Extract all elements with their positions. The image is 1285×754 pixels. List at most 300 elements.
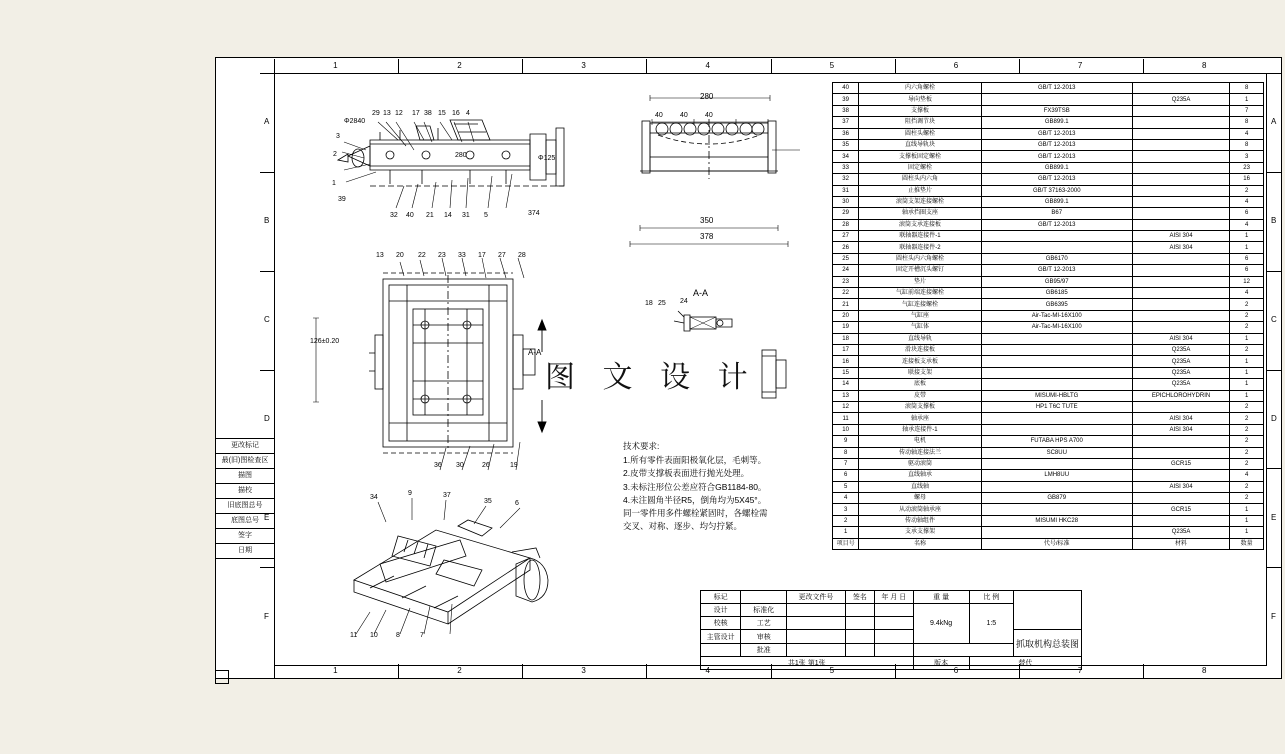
- bom-cell-num: 7: [833, 458, 859, 469]
- bom-cell-mat: [1132, 401, 1229, 412]
- bom-cell-name: 气缸前端连接螺栓: [859, 288, 981, 299]
- tb-part-name: 抓取机构总装图: [1013, 630, 1081, 656]
- bom-row: [833, 208, 1264, 219]
- bom-cell-code: [981, 242, 1132, 253]
- balloon-number: 23: [438, 252, 446, 259]
- bom-cell-qty: 1: [1230, 504, 1264, 515]
- bom-cell-num: 16: [833, 356, 859, 367]
- bom-cell-name: 轴承连接件-1: [859, 424, 981, 435]
- bom-cell-code: LMH8UU: [981, 470, 1132, 481]
- balloon-number: 31: [462, 212, 470, 219]
- bom-row: [833, 151, 1264, 162]
- tb-b6: [875, 617, 913, 630]
- tb-b3: [875, 604, 913, 617]
- bom-cell-name: 连接板支承板: [859, 356, 981, 367]
- bom-cell-name: 圆柱头内六角: [859, 174, 981, 185]
- bom-cell-qty: 2: [1230, 413, 1264, 424]
- note-line: 3.未标注形位公差应符合GB1184-80。: [623, 481, 767, 492]
- bom-cell-num: 10: [833, 424, 859, 435]
- bom-cell-name: 直线导轨: [859, 333, 981, 344]
- ruler-mark: 3: [581, 61, 586, 70]
- ruler-tick: [274, 664, 275, 678]
- bom-cell-mat: GCR15: [1132, 504, 1229, 515]
- balloon-number: 13: [383, 110, 391, 117]
- balloon-number: 38: [424, 110, 432, 117]
- bom-cell-qty: 2: [1230, 310, 1264, 321]
- bom-cell-mat: [1132, 470, 1229, 481]
- bom-cell-num: 25: [833, 253, 859, 264]
- ruler-tick: [398, 664, 399, 678]
- balloon-number: 22: [418, 252, 426, 259]
- bom-row: [833, 356, 1264, 367]
- bom-row: [833, 390, 1264, 401]
- bom-cell-qty: 4: [1230, 470, 1264, 481]
- ruler-tick: [260, 370, 274, 371]
- bom-cell-num: 1: [833, 527, 859, 538]
- bom-row: [833, 299, 1264, 310]
- bom-cell-mat: Q235A: [1132, 379, 1229, 390]
- bom-cell-name: 皮带: [859, 390, 981, 401]
- bom-cell-code: [981, 424, 1132, 435]
- bom-cell-num: 37: [833, 117, 859, 128]
- bom-cell-qty: 23: [1230, 162, 1264, 173]
- tb-footer-right: 替代: [969, 656, 1081, 669]
- bom-cell-name: 固定螺栓: [859, 162, 981, 173]
- bom-cell-code: GB6395: [981, 299, 1132, 310]
- ruler-mark: B: [264, 216, 270, 226]
- ruler-mark: 4: [705, 666, 710, 675]
- tb-b12: [845, 643, 874, 656]
- bom-row: [833, 265, 1264, 276]
- dim-diameter-right: Φ125: [538, 155, 556, 162]
- balloon-number: 15: [438, 110, 446, 117]
- bom-cell-name: 导向垫板: [859, 94, 981, 105]
- bom-cell-qty: 2: [1230, 401, 1264, 412]
- note-line: 1.所有零件表面阳极氧化层，毛刺等。: [623, 455, 767, 466]
- bom-cell-num: 35: [833, 139, 859, 150]
- tb-weight-value: 9.4kNg: [913, 604, 969, 643]
- bom-row: [833, 310, 1264, 321]
- bom-row: [833, 185, 1264, 196]
- bom-row: [833, 253, 1264, 264]
- bom-cell-code: FUTABA HPS A700: [981, 436, 1132, 447]
- bom-row: [833, 515, 1264, 526]
- bom-cell-mat: AISI 304: [1132, 333, 1229, 344]
- bom-row: [833, 424, 1264, 435]
- tb-footer-left: 共1张 第1张: [701, 656, 914, 669]
- bom-row: [833, 413, 1264, 424]
- balloon-number: 17: [478, 252, 486, 259]
- bom-cell-name: 底板: [859, 379, 981, 390]
- bom-cell-name: 滑块连接板: [859, 344, 981, 355]
- stub-row: 旧底图总号: [216, 499, 274, 514]
- bom-cell-code: [981, 379, 1132, 390]
- ruler-mark: 7: [1077, 666, 1083, 675]
- note-line: 4.未注圆角半径R5，倒角均为5X45°。: [623, 494, 767, 505]
- bom-cell-name: 直线导轨块: [859, 139, 981, 150]
- balloon-number: 7: [420, 632, 424, 639]
- balloon-number: 27: [498, 252, 506, 259]
- bom-cell-code: Air-Tac-MI-16X100: [981, 310, 1132, 321]
- tb-b2: [845, 604, 874, 617]
- bom-cell-mat: [1132, 310, 1229, 321]
- bom-cell-qty: 3: [1230, 151, 1264, 162]
- balloon-number: 8: [396, 632, 400, 639]
- balloon-number: 1: [332, 180, 336, 187]
- tb-signature: 签名: [845, 591, 874, 604]
- bom-cell-mat: [1132, 117, 1229, 128]
- ruler-tick: [274, 59, 275, 73]
- stub-row: 最(旧)图检查区: [216, 454, 274, 469]
- bom-cell-code: GB95/97: [981, 276, 1132, 287]
- bom-cell-name: 阻挡调节块: [859, 117, 981, 128]
- bom-cell-num: 4: [833, 493, 859, 504]
- ruler-tick: [895, 59, 896, 73]
- balloon-number: 29: [372, 110, 380, 117]
- dim-diameter: Φ2840: [344, 118, 366, 125]
- bom-cell-name: 圆柱头内六角螺栓: [859, 253, 981, 264]
- note-line: 同一零件用多件螺栓紧固时，各螺栓需: [623, 507, 768, 518]
- bom-cell-mat: [1132, 162, 1229, 173]
- bom-cell-qty: 2: [1230, 322, 1264, 333]
- ruler-tick: [646, 59, 647, 73]
- bom-header-code: 代号/标准: [981, 538, 1132, 549]
- balloon-number: 37: [443, 492, 451, 499]
- note-line: 交叉、对称、逐步、均匀拧紧。: [623, 521, 743, 532]
- bom-cell-mat: Q235A: [1132, 94, 1229, 105]
- bom-row: [833, 219, 1264, 230]
- bom-row: [833, 367, 1264, 378]
- balloon-number: 26: [482, 462, 490, 469]
- stub-row: 更改标记: [216, 439, 274, 454]
- bom-cell-code: GB879: [981, 493, 1132, 504]
- ruler-tick: [1143, 59, 1144, 73]
- bom-cell-name: 气缸体: [859, 322, 981, 333]
- tb-process: 工艺: [741, 617, 787, 630]
- tb-b1: [787, 604, 846, 617]
- bom-cell-name: 支撑板固定螺栓: [859, 151, 981, 162]
- bom-cell-code: GB/T 12-2013: [981, 265, 1132, 276]
- bom-cell-name: 轴承座: [859, 413, 981, 424]
- bom-cell-qty: 1: [1230, 515, 1264, 526]
- bom-cell-qty: 1: [1230, 333, 1264, 344]
- bom-cell-num: 9: [833, 436, 859, 447]
- stub-row: 描校: [216, 484, 274, 499]
- bom-header-name: 名称: [859, 538, 981, 549]
- bom-header-qty: 数量: [1230, 538, 1264, 549]
- tb-b10: [701, 643, 741, 656]
- bom-row: [833, 94, 1264, 105]
- balloon-number: 32: [390, 212, 398, 219]
- bom-row: [833, 196, 1264, 207]
- bom-cell-mat: [1132, 196, 1229, 207]
- ruler-tick: [646, 664, 647, 678]
- bom-cell-qty: 2: [1230, 344, 1264, 355]
- bom-row: [833, 174, 1264, 185]
- tb-review: 审核: [741, 630, 787, 643]
- bom-cell-name: 驱动滚筒: [859, 458, 981, 469]
- bom-cell-mat: [1132, 299, 1229, 310]
- ruler-mark: 1: [333, 666, 338, 675]
- balloon-number: 10: [370, 632, 378, 639]
- ruler-tick: [260, 73, 274, 74]
- bom-cell-num: 33: [833, 162, 859, 173]
- ruler-top: [274, 59, 1267, 73]
- dim-350: 350: [700, 216, 714, 225]
- ruler-tick: [1267, 468, 1281, 469]
- ruler-mark: B: [1271, 216, 1277, 226]
- section-label-AA: A-A: [693, 288, 709, 298]
- bom-cell-mat: [1132, 139, 1229, 150]
- bom-cell-qty: 4: [1230, 196, 1264, 207]
- balloon-number: 14: [444, 212, 452, 219]
- bom-cell-code: GB899.1: [981, 162, 1132, 173]
- bom-cell-qty: 2: [1230, 493, 1264, 504]
- bom-cell-name: 直线轴: [859, 481, 981, 492]
- bom-row: [833, 276, 1264, 287]
- balloon-number: 12: [395, 110, 403, 117]
- bom-cell-name: 直线轴承: [859, 470, 981, 481]
- bom-cell-qty: 1: [1230, 379, 1264, 390]
- bom-cell-qty: 2: [1230, 447, 1264, 458]
- bom-cell-qty: 1: [1230, 367, 1264, 378]
- bom-cell-mat: [1132, 174, 1229, 185]
- bom-cell-qty: 4: [1230, 288, 1264, 299]
- ruler-mark: F: [1271, 611, 1276, 621]
- tb-b8: [845, 630, 874, 643]
- bom-row: [833, 527, 1264, 538]
- tb-b5: [845, 617, 874, 630]
- bom-cell-qty: 1: [1230, 94, 1264, 105]
- bom-cell-num: 31: [833, 185, 859, 196]
- tb-mark-label: 标记: [701, 591, 741, 604]
- bom-cell-num: 11: [833, 413, 859, 424]
- bom-cell-mat: [1132, 185, 1229, 196]
- bom-cell-num: 40: [833, 83, 859, 94]
- bom-cell-num: 12: [833, 401, 859, 412]
- technical-requirements: [623, 440, 768, 533]
- bom-row: [833, 379, 1264, 390]
- bom-cell-code: FX39TSB: [981, 105, 1132, 116]
- bom-cell-num: 27: [833, 231, 859, 242]
- bom-cell-num: 23: [833, 276, 859, 287]
- balloon-number: 17: [412, 110, 420, 117]
- bom-cell-mat: [1132, 151, 1229, 162]
- balloon-number: 6: [515, 500, 519, 507]
- balloon-number: 21: [426, 212, 434, 219]
- bom-cell-qty: 16: [1230, 174, 1264, 185]
- watermark-text: 图 文 设 计: [545, 360, 757, 395]
- bom-cell-code: GB/T 12-2013: [981, 151, 1132, 162]
- tb-b13: [875, 643, 913, 656]
- ruler-mark: A: [1271, 117, 1277, 127]
- balloon-number: 3: [336, 133, 340, 140]
- bom-cell-code: GB/T 37163-2000: [981, 185, 1132, 196]
- bom-row: [833, 162, 1264, 173]
- bom-header-row: [833, 538, 1264, 549]
- ruler-mark: 3: [581, 666, 586, 675]
- bom-cell-code: GB/T 12-2013: [981, 139, 1132, 150]
- bom-cell-mat: EPICHLOROHYDRIN: [1132, 390, 1229, 401]
- balloon-number: 28: [518, 252, 526, 259]
- tb-b4: [787, 617, 846, 630]
- balloon-number: 36: [434, 462, 442, 469]
- bom-cell-mat: [1132, 447, 1229, 458]
- ruler-tick: [771, 59, 772, 73]
- tb-chief-label: 主管设计: [701, 630, 741, 643]
- bom-cell-qty: 1: [1230, 356, 1264, 367]
- left-title-stub: [216, 438, 275, 664]
- tb-approve: 批准: [741, 643, 787, 656]
- sheet-corner-mark: [215, 670, 229, 684]
- ruler-tick: [1267, 370, 1281, 371]
- bom-cell-name: 圆柱头螺栓: [859, 128, 981, 139]
- bom-cell-mat: Q235A: [1132, 527, 1229, 538]
- tb-design-label: 设计: [701, 604, 741, 617]
- balloon-number: 34: [370, 494, 378, 501]
- bom-cell-qty: 6: [1230, 208, 1264, 219]
- bom-cell-num: 6: [833, 470, 859, 481]
- bom-cell-code: GB/T 12-2013: [981, 219, 1132, 230]
- bom-row: [833, 493, 1264, 504]
- bom-cell-mat: [1132, 105, 1229, 116]
- bom-cell-qty: 1: [1230, 527, 1264, 538]
- dim-280: 280: [700, 92, 714, 101]
- stub-row: 描图: [216, 469, 274, 484]
- bom-row: [833, 139, 1264, 150]
- ruler-mark: 4: [705, 61, 710, 70]
- bom-cell-num: 36: [833, 128, 859, 139]
- bom-cell-mat: [1132, 253, 1229, 264]
- ruler-mark: A: [264, 117, 270, 127]
- ruler-tick: [1267, 73, 1281, 74]
- bom-cell-code: GB/T 12-2013: [981, 174, 1132, 185]
- bom-cell-name: 气缸连接螺栓: [859, 299, 981, 310]
- bom-cell-code: [981, 356, 1132, 367]
- ruler-tick: [260, 271, 274, 272]
- bom-cell-num: 13: [833, 390, 859, 401]
- bom-cell-qty: 2: [1230, 424, 1264, 435]
- bom-cell-num: 30: [833, 196, 859, 207]
- ruler-mark: 1: [333, 61, 338, 70]
- bom-cell-code: [981, 504, 1132, 515]
- bom-cell-qty: 6: [1230, 265, 1264, 276]
- tb-b7: [787, 630, 846, 643]
- bom-cell-name: 垫片: [859, 276, 981, 287]
- balloon-number: 30: [456, 462, 464, 469]
- bom-cell-mat: [1132, 493, 1229, 504]
- balloon-number: 11: [350, 632, 358, 639]
- bom-cell-code: MISUMI-HBLTG: [981, 390, 1132, 401]
- bom-cell-qty: 1: [1230, 231, 1264, 242]
- bom-cell-mat: AISI 304: [1132, 242, 1229, 253]
- bom-cell-code: [981, 333, 1132, 344]
- bom-cell-qty: 8: [1230, 139, 1264, 150]
- bom-cell-name: 支承支撑架: [859, 527, 981, 538]
- ruler-tick: [1267, 567, 1281, 568]
- bom-cell-code: MISUMI HKC28: [981, 515, 1132, 526]
- bom-cell-code: B67: [981, 208, 1132, 219]
- bom-cell-mat: [1132, 276, 1229, 287]
- ruler-tick: [398, 59, 399, 73]
- tb-date: 年 月 日: [875, 591, 913, 604]
- dim-40c: 40: [705, 112, 713, 119]
- ruler-tick: [1143, 664, 1144, 678]
- ruler-mark: 2: [457, 61, 462, 70]
- balloon-number: 13: [376, 252, 384, 259]
- tb-weight-label: 重 量: [913, 591, 969, 604]
- dim-hidden-x: 280: [455, 152, 467, 159]
- tb-standardize: 标准化: [741, 604, 787, 617]
- tb-scale-label: 比 例: [969, 591, 1013, 604]
- bom-cell-name: 联接支架: [859, 367, 981, 378]
- bom-row: [833, 447, 1264, 458]
- balloon-number: 9: [408, 490, 412, 497]
- bom-cell-code: Air-Tac-MI-16X100: [981, 322, 1132, 333]
- ruler-mark: 5: [829, 61, 835, 70]
- bom-cell-name: 从动滚筒轴承座: [859, 504, 981, 515]
- bom-cell-num: 24: [833, 265, 859, 276]
- bom-cell-code: [981, 231, 1132, 242]
- bom-row: [833, 344, 1264, 355]
- tb-footer-mid: 版本: [913, 656, 969, 669]
- bom-cell-qty: 12: [1230, 276, 1264, 287]
- dim-length: 374: [528, 210, 540, 217]
- ruler-tick: [522, 59, 523, 73]
- bom-cell-code: GB/T 12-2013: [981, 128, 1132, 139]
- bom-cell-name: 联轴器连接件-1: [859, 231, 981, 242]
- bom-cell-qty: 8: [1230, 117, 1264, 128]
- bom-cell-name: 传动轴连接法兰: [859, 447, 981, 458]
- bom-row: [833, 288, 1264, 299]
- ruler-mark: 6: [953, 666, 959, 675]
- bom-cell-name: 传动轴组件: [859, 515, 981, 526]
- bom-header-num: 项目号: [833, 538, 859, 549]
- stub-row: 日期: [216, 544, 274, 559]
- bom-cell-num: 39: [833, 94, 859, 105]
- bom-cell-name: 联轴器连接件-2: [859, 242, 981, 253]
- bom-header-mat: 材料: [1132, 538, 1229, 549]
- bom-cell-qty: 1: [1230, 242, 1264, 253]
- bom-row: [833, 458, 1264, 469]
- bom-cell-name: 止推垫片: [859, 185, 981, 196]
- ruler-mark: D: [1271, 413, 1277, 423]
- ruler-tick: [260, 172, 274, 173]
- tb-blank-right: [1013, 591, 1081, 630]
- bom-cell-num: 32: [833, 174, 859, 185]
- ruler-mark: 2: [457, 666, 462, 675]
- tb-change-doc: 更改文件号: [787, 591, 846, 604]
- ruler-mark: D: [264, 413, 270, 423]
- bom-cell-num: 8: [833, 447, 859, 458]
- bom-cell-code: HP1 T6C TUTE: [981, 401, 1132, 412]
- bom-cell-num: 17: [833, 344, 859, 355]
- bom-row: [833, 117, 1264, 128]
- bom-cell-num: 22: [833, 288, 859, 299]
- balloon-number: 16: [452, 110, 460, 117]
- ruler-mark: E: [264, 512, 270, 522]
- bom-cell-mat: [1132, 219, 1229, 230]
- ruler-tick: [1267, 172, 1281, 173]
- bom-cell-num: 29: [833, 208, 859, 219]
- bom-cell-name: 滚筒支架连接螺栓: [859, 196, 981, 207]
- bom-cell-qty: 4: [1230, 128, 1264, 139]
- bom-row: [833, 83, 1264, 94]
- bom-cell-code: GB6170: [981, 253, 1132, 264]
- bom-cell-num: 34: [833, 151, 859, 162]
- balloon-number: 25: [658, 300, 666, 307]
- bom-cell-num: 26: [833, 242, 859, 253]
